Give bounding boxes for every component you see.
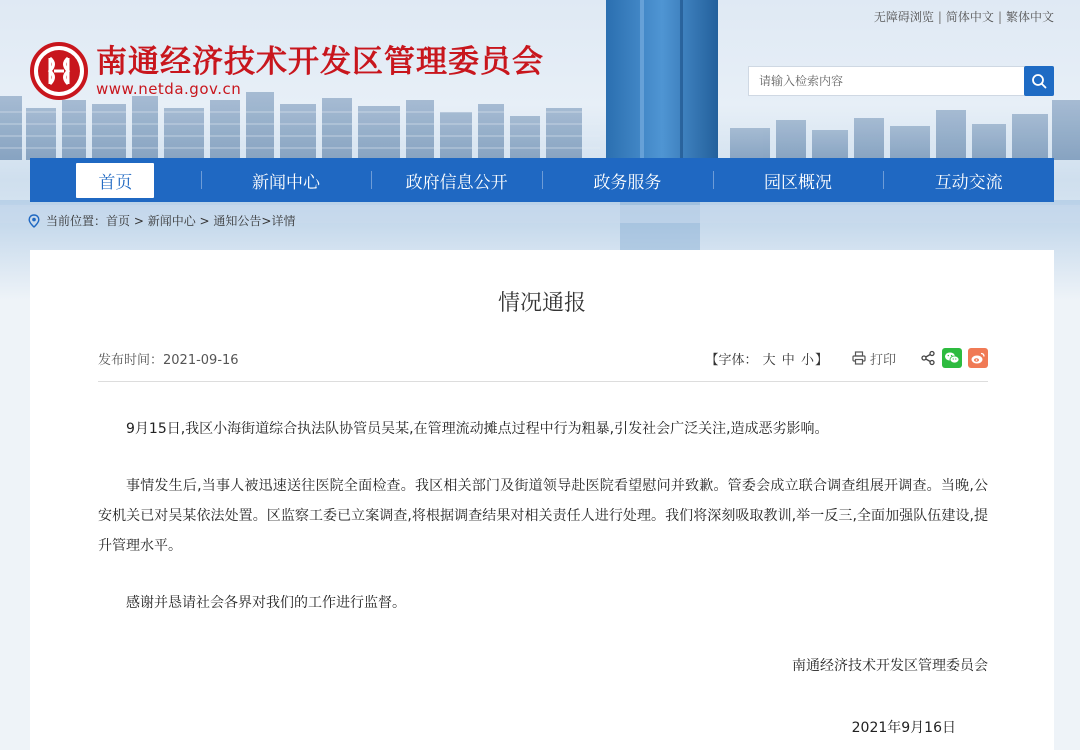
breadcrumb-path[interactable]: 首页 > 新闻中心 > 通知公告>详情 — [106, 214, 296, 228]
nav-item-label: 政务服务 — [593, 172, 662, 193]
breadcrumb-label: 当前位置： — [46, 214, 107, 228]
search-box — [748, 66, 1054, 96]
article-signature: 南通经济技术开发区管理委员会 — [792, 658, 988, 674]
article-body — [98, 414, 988, 645]
print-label: 打印 — [869, 352, 896, 368]
separator: | — [997, 10, 1002, 24]
nav-item-home[interactable] — [30, 158, 201, 202]
publish-date: 2021-09-16 — [163, 352, 239, 368]
nav-item-label: 政府信息公开 — [405, 172, 508, 193]
search-button[interactable] — [1024, 66, 1054, 96]
nav-item-label: 园区概况 — [764, 172, 833, 193]
article-paragraph: 9月15日,我区小海街道综合执法队协管员吴某,在管理流动摊点过程中行为粗暴,引发社会广泛关注,造成恶劣影响。 — [126, 421, 829, 437]
nav-item-label: 新闻中心 — [252, 172, 320, 193]
search-input[interactable] — [749, 67, 1024, 95]
breadcrumb — [28, 212, 295, 229]
nav-item-news[interactable] — [201, 158, 372, 202]
article-card — [30, 250, 1054, 750]
nav-item-park-overview[interactable] — [713, 158, 884, 202]
wechat-icon — [944, 351, 960, 365]
article-sign-date: 2021年9月16日 — [851, 720, 956, 736]
nav-item-services[interactable] — [542, 158, 713, 202]
main-nav — [30, 158, 1054, 202]
search-icon — [1031, 73, 1047, 89]
location-pin-icon — [28, 214, 40, 228]
top-links — [874, 8, 1054, 25]
font-size-small-button[interactable]: 小 — [800, 352, 814, 368]
print-button[interactable] — [852, 349, 896, 368]
meta-divider — [98, 381, 988, 382]
article-meta — [98, 347, 988, 369]
printer-icon — [852, 351, 866, 365]
font-size-medium-button[interactable]: 中 — [781, 352, 795, 368]
share-wechat-button[interactable] — [942, 348, 962, 368]
weibo-icon — [970, 351, 986, 365]
site-title: 南通经济技术开发区管理委员会 — [96, 44, 544, 80]
accessible-browse-link[interactable]: 无障碍浏览 — [873, 10, 934, 24]
font-label-close: 】 — [814, 352, 828, 368]
article-paragraph: 事情发生后,当事人被迅速送往医院全面检查。我区相关部门及街道领导赴医院看望慰问并致歉。管委会成立联合调查组展开调查。当晚,公安机关已对吴某依法处置。区监察工委已立案调查,将根据调查结果对相关责任人进行处理。我们将深刻吸取教训,举一反三,全面加强队伍建设,提升管理水平。 — [98, 478, 988, 554]
share-tools — [920, 348, 988, 368]
nav-item-label: 互动交流 — [934, 172, 1003, 193]
share-icon[interactable] — [920, 350, 936, 366]
nav-item-interaction[interactable] — [883, 158, 1054, 202]
emblem-icon — [30, 42, 88, 100]
nav-item-label: 首页 — [76, 163, 154, 198]
article-title: 情况通报 — [497, 291, 586, 316]
nav-item-gov-info[interactable] — [371, 158, 542, 202]
publish-label: 发布时间： — [98, 352, 164, 368]
share-weibo-button[interactable] — [968, 348, 988, 368]
font-size-control — [705, 349, 828, 368]
article-paragraph: 感谢并恳请社会各界对我们的工作进行监督。 — [126, 595, 406, 611]
font-size-large-button[interactable]: 大 — [762, 352, 776, 368]
traditional-chinese-link[interactable]: 繁体中文 — [1005, 10, 1054, 24]
simplified-chinese-link[interactable]: 简体中文 — [945, 10, 994, 24]
site-logo[interactable] — [30, 42, 544, 100]
font-label: 【字体： — [705, 352, 758, 368]
site-url: www.netda.gov.cn — [96, 80, 242, 98]
separator: | — [937, 10, 942, 24]
publish-info — [98, 349, 705, 368]
